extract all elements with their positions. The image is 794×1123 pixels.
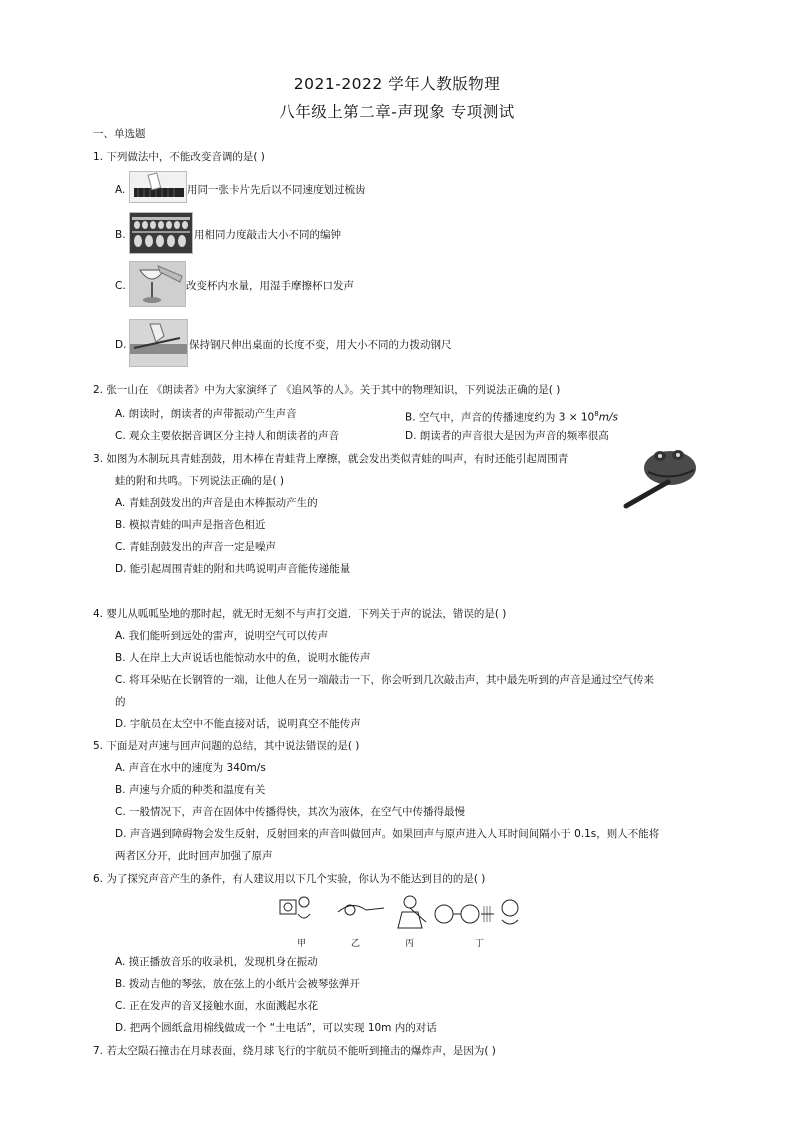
q4-stem: 4. 婴儿从呱呱坠地的那时起，就无时无刻不与声打交道．下列关于声的说法，错误的是( )	[93, 608, 507, 620]
q6-fig-label-ding: 丁	[475, 939, 485, 949]
q1-stem: 1. 下列做法中，不能改变音调的是( )	[93, 151, 265, 163]
q3-stem-line1: 3. 如图为木制玩具青蛙刮鼓，用木棒在青蛙背上摩擦，就会发出类似青蛙的叫声，有时还能引起周围青	[93, 453, 569, 465]
wooden-frog-icon	[622, 446, 702, 510]
document-title: 2021-2022 学年人教版物理	[293, 75, 501, 93]
q6-option-c: C. 正在发声的音叉接触水面，水面溅起水花	[115, 1000, 319, 1012]
section-label: 一、单选题	[93, 128, 146, 140]
chime-bells-icon	[129, 212, 193, 254]
q3-option-c: C. 青蛙刮鼓发出的声音一定是噪声	[115, 541, 277, 553]
q1-option-c-text: 改变杯内水量，用湿手摩擦杯口发声	[186, 280, 354, 292]
q2-option-d: D. 朗读者的声音很大是因为声音的频率很高	[405, 430, 609, 442]
q6-fig-label-bing: 丙	[405, 939, 415, 949]
q3-option-b: B. 模拟青蛙的叫声是指音色相近	[115, 519, 266, 531]
q3-stem-line2: 蛙的附和共鸣。下列说法正确的是( )	[115, 475, 285, 487]
q7-stem: 7. 若太空陨石撞击在月球表面，绕月球飞行的宇航员不能听到撞击的爆炸声，是因为( )	[93, 1045, 496, 1057]
q4-option-d: D. 宇航员在太空中不能直接对话，说明真空不能传声	[115, 718, 361, 730]
q6-stem: 6. 为了探究声音产生的条件，有人建议用以下几个实验，你认为不能达到目的的是( )	[93, 873, 486, 885]
q4-option-c-line2: 的	[115, 696, 126, 708]
q1-option-a-text: 用同一张卡片先后以不同速度划过梳齿	[187, 184, 366, 196]
q5-option-d-line2: 两者区分开，此时回声加强了原声	[115, 850, 273, 862]
q1-option-d-text: 保持钢尺伸出桌面的长度不变，用大小不同的力拨动钢尺	[189, 339, 452, 351]
q3-option-d: D. 能引起周围青蛙的附和共鸣说明声音能传递能量	[115, 563, 351, 575]
q1-option-b-text: 用相同力度敲击大小不同的编钟	[194, 229, 341, 241]
q2-option-b: B. 空气中，声音的传播速度约为 $3 \times 10^8m/s$	[405, 410, 618, 424]
q3-option-a: A. 青蛙刮鼓发出的声音是由木棒振动产生的	[115, 497, 318, 509]
q1-option-b-letter: B.	[115, 229, 126, 241]
experiment-figures-icon	[276, 892, 528, 934]
q1-option-a-letter: A.	[115, 184, 126, 196]
q4-option-a: A. 我们能听到远处的雷声，说明空气可以传声	[115, 630, 329, 642]
q5-option-c: C. 一般情况下，声音在固体中传播得快，其次为液体，在空气中传播得最慢	[115, 806, 466, 818]
q6-fig-label-yi: 乙	[351, 939, 361, 949]
q6-fig-label-jia: 甲	[297, 939, 307, 949]
q5-option-a: A. 声音在水中的速度为 340m/s	[115, 762, 266, 774]
q2-stem: 2. 张一山在 《朗读者》中为大家演绎了 《追风筝的人》。关于其中的物理知识，下列说法正确的是( )	[93, 384, 561, 396]
q2-option-c: C. 观众主要依据音调区分主持人和朗读者的声音	[115, 430, 340, 442]
q5-option-d-line1: D. 声音遇到障碍物会发生反射，反射回来的声音叫做回声。如果回声与原声进入人耳时间间隔小于 0.1s，则人不能将	[115, 828, 660, 840]
document-subtitle: 八年级上第二章-声现象 专项测试	[279, 103, 515, 121]
q5-stem: 5. 下面是对声速与回声问题的总结，其中说法错误的是( )	[93, 740, 360, 752]
q2-option-a: A. 朗读时，朗读者的声带振动产生声音	[115, 408, 297, 420]
q1-option-c-letter: C.	[115, 280, 126, 292]
q1-option-d-letter: D.	[115, 339, 127, 351]
q6-option-d: D. 把两个圆纸盒用棉线做成一个 “土电话”，可以实现 10m 内的对话	[115, 1022, 437, 1034]
q6-option-b: B. 拨动吉他的琴弦，放在弦上的小纸片会被琴弦弹开	[115, 978, 360, 990]
wine-glass-icon	[129, 261, 186, 307]
steel-ruler-icon	[129, 319, 188, 367]
q4-option-c-line1: C. 将耳朵贴在长钢管的一端，让他人在另一端敲击一下，你会听到几次敲击声，其中最先听到的声音是通过空气传来	[115, 674, 655, 686]
comb-card-icon	[129, 171, 187, 203]
q4-option-b: B. 人在岸上大声说话也能惊动水中的鱼，说明水能传声	[115, 652, 371, 664]
q6-option-a: A. 摸正播放音乐的收录机，发现机身在振动	[115, 956, 318, 968]
q5-option-b: B. 声速与介质的种类和温度有关	[115, 784, 266, 796]
